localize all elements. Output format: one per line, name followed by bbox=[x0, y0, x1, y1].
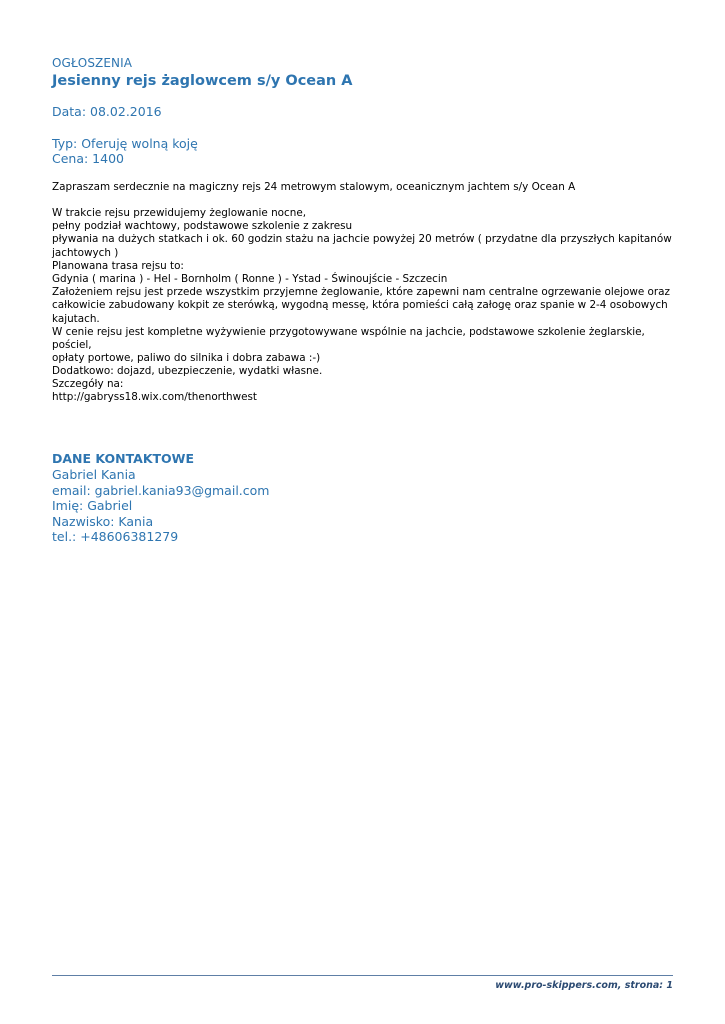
contact-heading: DANE KONTAKTOWE bbox=[52, 451, 195, 466]
footer-text: www.pro-skippers.com, strona: 1 bbox=[495, 980, 673, 991]
extra-info-paragraph: Dodatkowo: dojazd, ubezpieczenie, wydatki własne. Szczegóły na: http://gabryss18.wix.com/thenorthwest bbox=[52, 365, 323, 404]
details-paragraph: W trakcie rejsu przewidujemy żeglowanie nocne, pełny podział wachtowy, podstawowe szkolenie z zakresu pływania na dużych statkach i ok. 60 godzin stażu na jachcie powyżej 20 metrów ( przydatne dla przyszłych kapitanów jachtowych ) Planowana trasa rejsu to: Gdynia ( marina ) - Hel - Bornholm ( Ronne ) - Ystad - Świnoujście - Szczecin Założeniem rejsu jest przede wszystkim przyjemne żeglowanie, które zapewni nam centralne ogrzewanie olejowe oraz całkowicie zabudowany kokpit ze sterówką, wygodną messę, która pomieści całą załogę oraz spanie w 2-4 osobowych kajutach. W cenie rejsu jest kompletne wyżywienie przygotowywane wspólnie na jachcie, podstawowe szkolenie żeglarskie, pościel, opłaty portowe, paliwo do silnika i dobra zabawa :-) bbox=[52, 207, 672, 365]
page-title: Jesienny rejs żaglowcem s/y Ocean A bbox=[52, 73, 353, 89]
date-label: Data: 08.02.2016 bbox=[52, 104, 162, 119]
contact-last-name: Nazwisko: Kania bbox=[52, 513, 154, 529]
contact-email: email: gabriel.kania93@gmail.com bbox=[52, 482, 270, 498]
intro-paragraph: Zapraszam serdecznie na magiczny rejs 24 metrowym stalowym, oceanicznym jachtem s/y Ocean A bbox=[52, 181, 576, 193]
contact-first-name: Imię: Gabriel bbox=[52, 498, 133, 513]
contact-name: Gabriel Kania bbox=[52, 467, 136, 482]
contact-phone: tel.: +48606381279 bbox=[52, 529, 179, 544]
category-label: OGŁOSZENIA bbox=[52, 56, 133, 70]
footer-divider bbox=[52, 975, 673, 976]
contact-section bbox=[52, 451, 452, 545]
price-label: Cena: 1400 bbox=[52, 151, 124, 166]
offer-type: Typ: Oferuję wolną koję bbox=[52, 136, 198, 151]
